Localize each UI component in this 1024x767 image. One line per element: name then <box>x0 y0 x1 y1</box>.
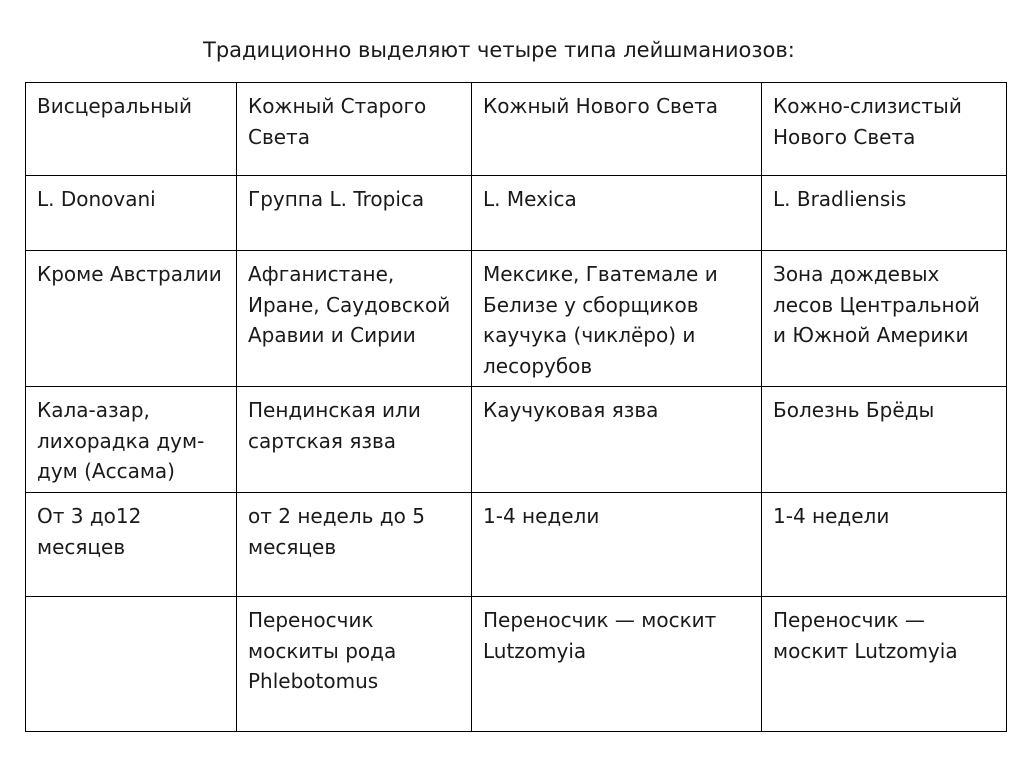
table-cell: Зона дождевых лесов Центральной и Южной Америки <box>762 251 1007 387</box>
table-cell: Переносчик москиты рода Phlebotomus <box>237 597 472 732</box>
slide-title: Традиционно выделяют четыре типа лейшманиозов: <box>203 38 795 62</box>
table-row-geography <box>26 251 1007 387</box>
table-cell: Переносчик — москит Lutzomyia <box>472 597 762 732</box>
table-cell: Кроме Австралии <box>26 251 237 387</box>
table-row-vectors <box>26 597 1007 732</box>
table-cell-empty <box>26 597 237 732</box>
table-cell: 1-4 недели <box>762 493 1007 597</box>
table-cell: L. Bradliensis <box>762 176 1007 251</box>
table-cell: Каучуковая язва <box>472 387 762 493</box>
leishmaniasis-types-table <box>25 82 1007 732</box>
table-cell: Кала-азар, лихорадка дум-дум (Ассама) <box>26 387 237 493</box>
table-row-incubation <box>26 493 1007 597</box>
table-cell: Мексике, Гватемале и Белизе у сборщиков каучука (чиклёро) и лесорубов <box>472 251 762 387</box>
table-cell: От 3 до12 месяцев <box>26 493 237 597</box>
cell-cutaneous-new-world: Кожный Нового Света <box>472 83 762 176</box>
table-cell: Афганистане, Иране, Саудовской Аравии и Сирии <box>237 251 472 387</box>
cell-cutaneous-old-world: Кожный Старого Света <box>237 83 472 176</box>
table-cell: Пендинская или сартская язва <box>237 387 472 493</box>
table-cell: Группа L. Tropica <box>237 176 472 251</box>
table-cell: Переносчик — москит Lutzomyia <box>762 597 1007 732</box>
table-cell: L. Mexica <box>472 176 762 251</box>
table-row-types <box>26 83 1007 176</box>
table-row-pathogens <box>26 176 1007 251</box>
table-cell: от 2 недель до 5 месяцев <box>237 493 472 597</box>
table-row-disease-names <box>26 387 1007 493</box>
table-cell: L. Donovani <box>26 176 237 251</box>
cell-visceral: Висцеральный <box>26 83 237 176</box>
cell-mucocutaneous-new-world: Кожно-слизистый Нового Света <box>762 83 1007 176</box>
table-cell: Болезнь Брёды <box>762 387 1007 493</box>
table-cell: 1-4 недели <box>472 493 762 597</box>
